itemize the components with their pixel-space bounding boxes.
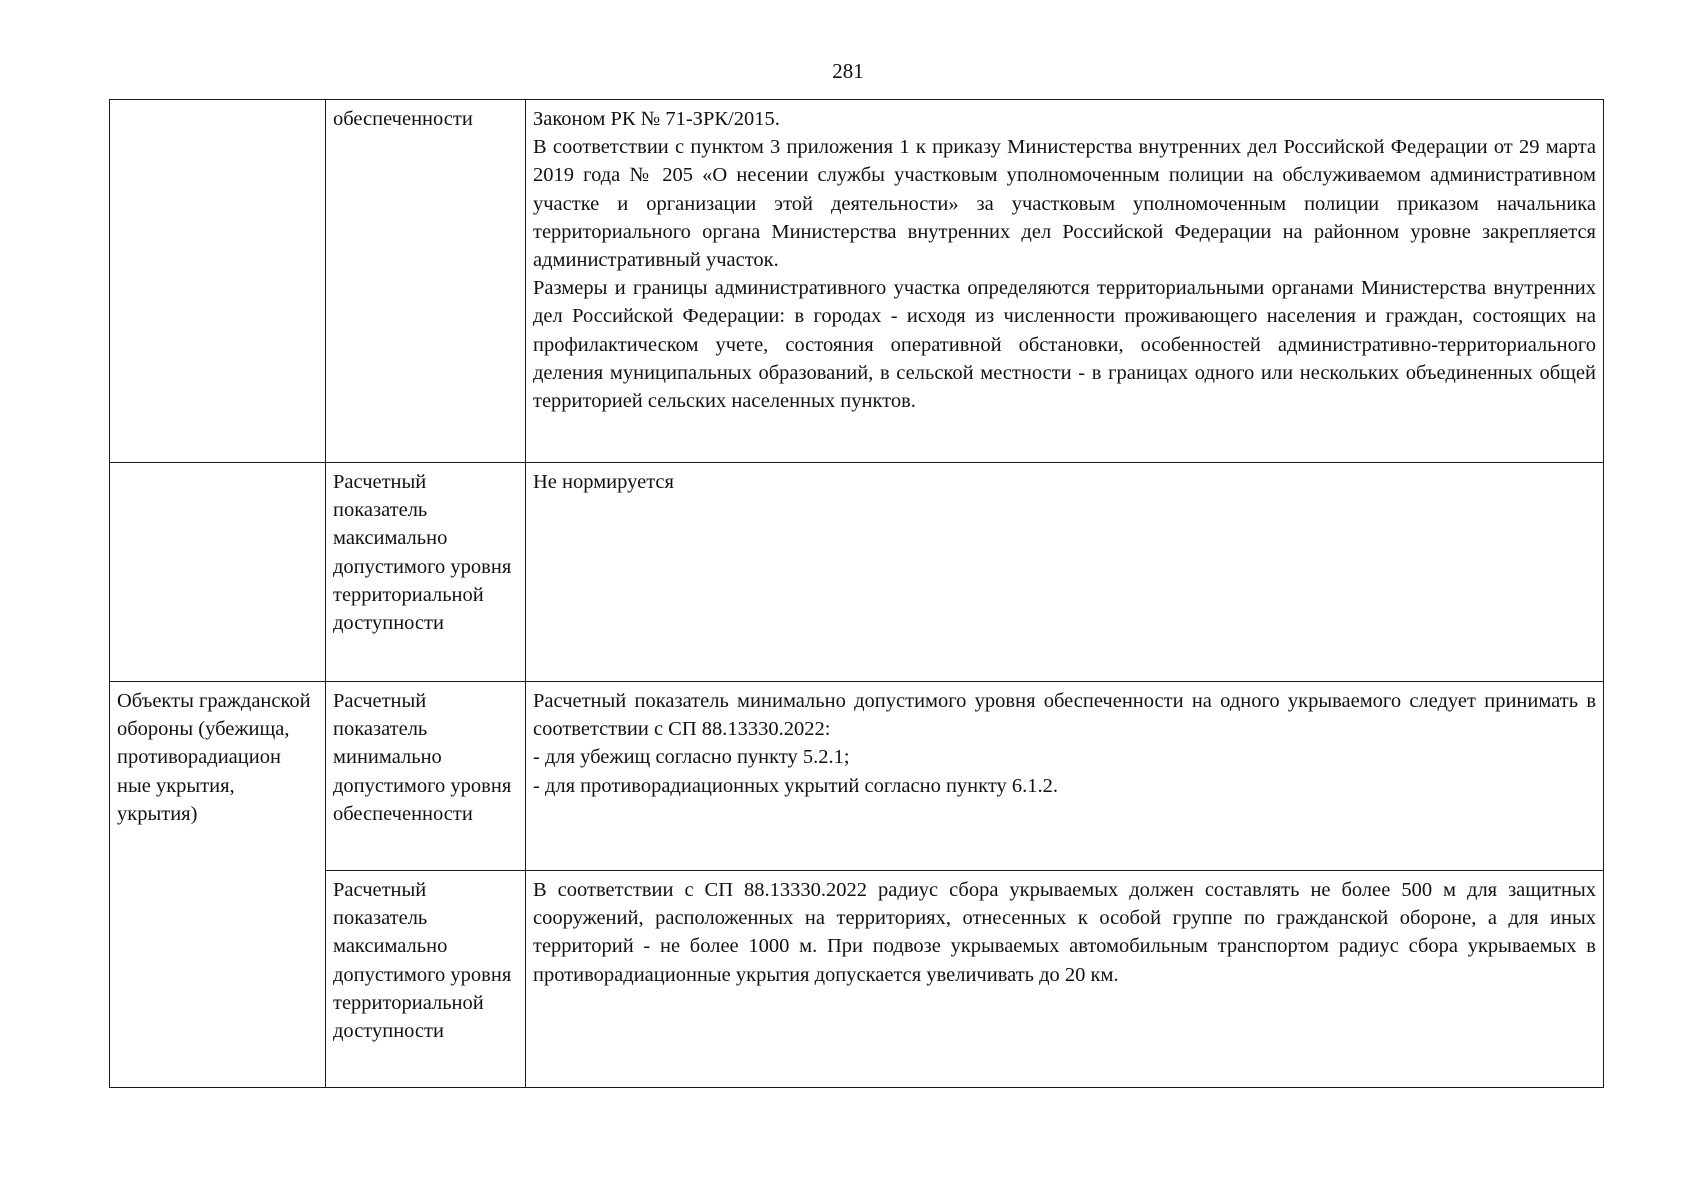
indicator-cell xyxy=(326,682,526,871)
page-number: 281 xyxy=(832,59,864,83)
value-paragraph: Размеры и границы административного участка определяются территориальными органами Министерства внутренних дел Российской Федерации: в городах - исходя из численности проживающего населения и граждан, состоящих на профилактическом учете, состояния оперативной обстановки, особенностей административно-территориального деления муниципальных образований, в сельской местности - в границах одного или нескольких объединенных общей территорией сельских населенных пунктов. xyxy=(533,277,1596,413)
table-row xyxy=(110,682,1604,871)
indicator-cell xyxy=(326,463,526,682)
value-paragraph: В соответствии с пунктом 3 приложения 1 к приказу Министерства внутренних дел Российской Федерации от 29 марта 2019 года № 205 «О несении службы участковым уполномоченным полиции на обслуживаемом административном участке и организации этой деятельности» за участковым уполномоченным полиции приказом начальника территориального органа Министерства внутренних дел Российской Федерации на районном уровне закрепляется административный участок. xyxy=(533,136,1596,272)
table-row xyxy=(110,463,1604,682)
indicator-text: Расчетный показатель минимально допустимого уровня обеспеченности xyxy=(333,690,512,825)
table-row xyxy=(110,871,1604,1088)
table-row xyxy=(110,100,1604,463)
value-paragraph: Не нормируется xyxy=(533,471,674,493)
object-cell-empty xyxy=(110,463,326,682)
standards-table xyxy=(109,99,1604,1088)
value-paragraph: - для противорадиационных укрытий согласно пункту 6.1.2. xyxy=(533,774,1059,797)
indicator-text: Расчетный показатель максимально допустимого уровня территориальной доступности xyxy=(333,471,512,635)
value-paragraph: В соответствии с СП 88.13330.2022 радиус сбора укрываемых должен составлять не более 500 м для защитных сооружений, расположенных на территориях, отнесенных к особой группе по гражданской обороне, а для иных территорий - не более 1000 м. При подвозе укрываемых автомобильным транспортом радиус сбора укрываемых в противорадиационные укрытия допускается увеличивать до 20 км. xyxy=(533,879,1596,986)
object-text: Объекты гражданской обороны (убежища, противорадиацион ные укрытия, укрытия) xyxy=(117,690,311,825)
object-cell-empty xyxy=(110,100,326,463)
indicator-cell xyxy=(326,871,526,1088)
value-cell xyxy=(526,682,1604,871)
object-cell xyxy=(110,682,326,1088)
value-cell xyxy=(526,871,1604,1088)
value-cell xyxy=(526,463,1604,682)
value-cell xyxy=(526,100,1604,463)
value-paragraph: Расчетный показатель минимально допустимого уровня обеспеченности на одного укрываемого следует принимать в соответствии с СП 88.13330.2022: xyxy=(533,690,1596,741)
indicator-text: обеспеченности xyxy=(333,108,473,130)
value-paragraph: - для убежищ согласно пункту 5.2.1; xyxy=(533,746,850,769)
indicator-cell xyxy=(326,100,526,463)
value-paragraph: Законом РК № 71-ЗРК/2015. xyxy=(533,108,780,130)
indicator-text: Расчетный показатель максимально допустимого уровня территориальной доступности xyxy=(333,879,512,1043)
